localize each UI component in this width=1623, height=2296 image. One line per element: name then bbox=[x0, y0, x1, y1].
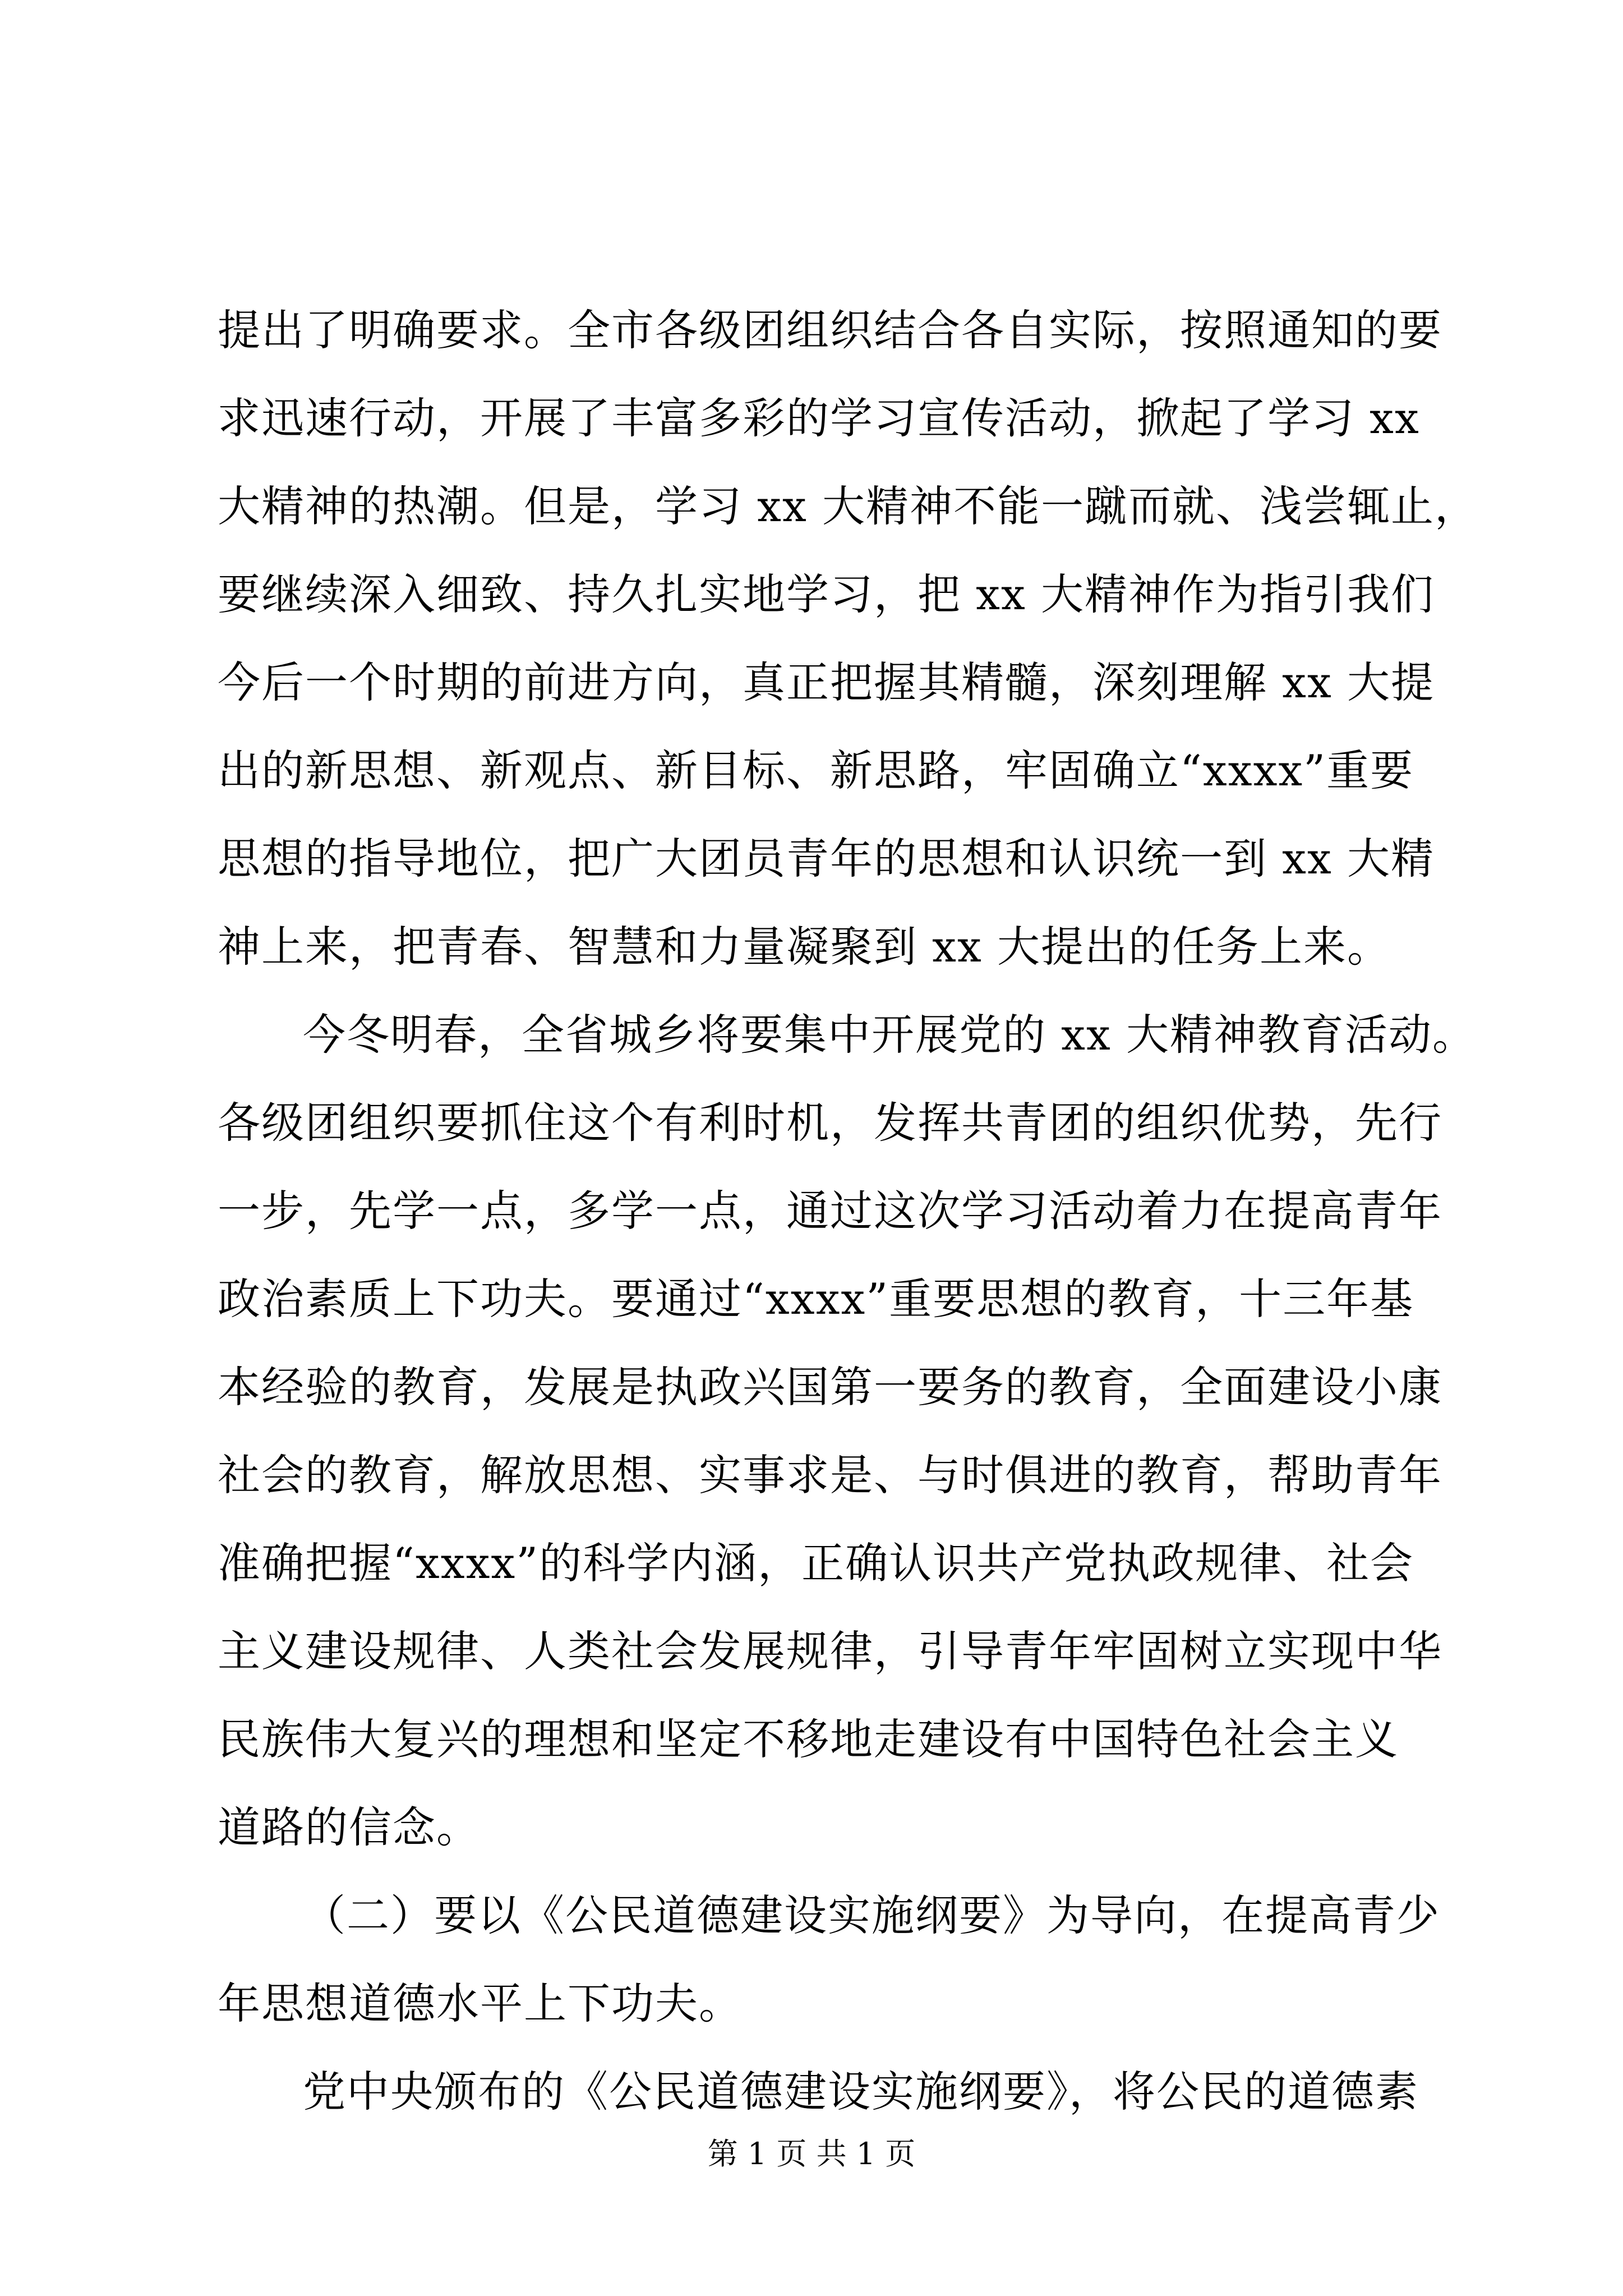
text-line: 各级团组织要抓住这个有利时机，发挥共青团的组织优势，先行 bbox=[218, 1098, 1442, 1148]
text-line: 出的新思想、新观点、新目标、新思路，牢固确立“xxxx”重要 bbox=[218, 746, 1414, 795]
text-line: 年思想道德水平上下功夫。 bbox=[218, 1978, 743, 2028]
section-heading-2 bbox=[218, 1871, 1440, 2047]
paragraph-winter-spring bbox=[218, 991, 1477, 1871]
page-footer bbox=[0, 2134, 1623, 2174]
text-line: 本经验的教育，发展是执政兴国第一要务的教育，全面建设小康 bbox=[218, 1362, 1442, 1412]
text-line: 大精神的热潮。但是，学习 xx 大精神不能一蹴而就、浅尝辄止， bbox=[218, 481, 1479, 531]
text-line: 政治素质上下功夫。要通过“xxxx”重要思想的教育，十三年基 bbox=[218, 1274, 1414, 1324]
text-line: 准确把握“xxxx”的科学内涵，正确认识共产党执政规律、社会 bbox=[218, 1538, 1414, 1588]
text-line: 要继续深入细致、持久扎实地学习，把 xx 大精神作为指引我们 bbox=[218, 569, 1435, 619]
page-number-label: 第 1 页 共 1 页 bbox=[707, 2136, 916, 2171]
text-line: 今冬明春，全省城乡将要集中开展党的 xx 大精神教育活动。 bbox=[303, 1010, 1477, 1060]
text-line: （二）要以《公民道德建设实施纲要》为导向，在提高青少 bbox=[303, 1890, 1440, 1940]
body-text bbox=[218, 286, 1479, 2136]
text-line: 社会的教育，解放思想、实事求是、与时俱进的教育，帮助青年 bbox=[218, 1450, 1442, 1500]
text-line: 求迅速行动，开展了丰富多彩的学习宣传活动，掀起了学习 xx bbox=[218, 393, 1420, 443]
text-line: 神上来，把青春、智慧和力量凝聚到 xx 大提出的任务上来。 bbox=[218, 922, 1391, 972]
text-line: 党中央颁布的《公民道德建设实施纲要》，将公民的道德素 bbox=[303, 2067, 1419, 2116]
text-line: 一步，先学一点，多学一点，通过这次学习活动着力在提高青年 bbox=[218, 1186, 1442, 1236]
paragraph-continuation bbox=[218, 286, 1479, 991]
text-line: 提出了明确要求。全市各级团组织结合各自实际，按照通知的要 bbox=[218, 305, 1442, 355]
text-line: 主义建设规律、人类社会发展规律，引导青年牢固树立实现中华 bbox=[218, 1626, 1442, 1676]
text-line: 今后一个时期的前进方向，真正把握其精髓，深刻理解 xx 大提 bbox=[218, 657, 1435, 707]
text-line: 民族伟大复兴的理想和坚定不移地走建设有中国特色社会主义 bbox=[218, 1714, 1399, 1764]
paragraph-moral-outline bbox=[218, 2047, 1423, 2136]
text-line: 道路的信念。 bbox=[218, 1802, 480, 1852]
text-line: 思想的指导地位，把广大团员青年的思想和认识统一到 xx 大精 bbox=[218, 834, 1435, 884]
